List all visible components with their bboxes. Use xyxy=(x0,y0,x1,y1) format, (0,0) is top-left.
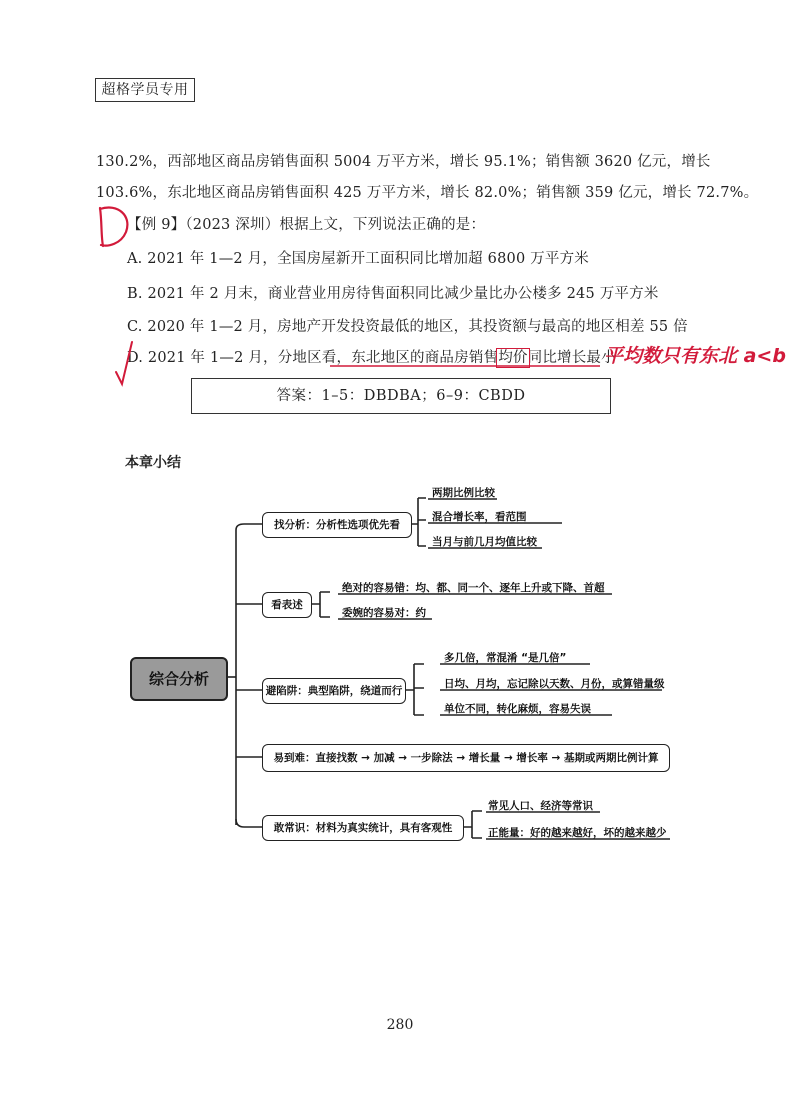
paragraph-line-1: 130.2%，西部地区商品房销售面积 5004 万平方米，增长 95.1%；销售额 3620 亿元，增长 xyxy=(96,154,711,170)
option-c: C. 2020 年 1—2 月，房地产开发投资最低的地区，其投资额与最高的地区相差 55 倍 xyxy=(127,319,688,335)
mindmap-leaf: 两期比例比较 xyxy=(432,487,495,499)
mindmap-leaf: 正能量：好的越来越好，坏的越来越少 xyxy=(488,827,667,839)
mindmap-branch-3: 避陷阱：典型陷阱，绕道而行 xyxy=(262,678,406,704)
option-d-underlined-1: 东北地区的商品房销售 xyxy=(351,350,499,366)
mindmap-root: 综合分析 xyxy=(130,657,228,701)
mindmap-leaf: 绝对的容易错：均、都、同一个、逐年上升或下降、首超 xyxy=(342,582,605,594)
paragraph-line-2: 103.6%，东北地区商品房销售面积 425 万平方米，增长 82.0%；销售额 359 亿元，增长 72.7%。 xyxy=(96,185,759,201)
page-number: 280 xyxy=(386,1017,414,1033)
question-heading: 【例 9】（2023 深圳）根据上文，下列说法正确的是： xyxy=(127,217,486,233)
mindmap-branch-5: 敢常识：材料为真实统计，具有客观性 xyxy=(262,815,464,841)
mindmap-leaf: 多几倍，常混淆 “是几倍” xyxy=(444,652,567,664)
handwritten-note: 平均数只有东北 a<b xyxy=(604,345,786,367)
option-b: B. 2021 年 2 月末，商业营业用房待售面积同比减少量比办公楼多 245 万平方米 xyxy=(127,286,659,302)
mindmap-leaf: 混合增长率，看范围 xyxy=(432,511,527,523)
mindmap-branch-4: 易到难：直接找数 → 加减 → 一步除法 → 增长量 → 增长率 → 基期或两期比例计算 xyxy=(262,744,670,772)
mindmap-leaf: 委婉的容易对：约 xyxy=(342,607,426,619)
mindmap-leaf: 当月与前几月均值比较 xyxy=(432,536,537,548)
option-d-underlined-2: 同比增长最小 xyxy=(527,350,616,366)
option-d-boxed: 均价 xyxy=(498,350,528,366)
option-d-prefix: D. 2021 年 1—2 月，分地区看， xyxy=(127,350,352,366)
mindmap-branch-1: 找分析：分析性选项优先看 xyxy=(262,512,412,538)
answer-box: 答案：1–5：DBDBA；6–9：CBDD xyxy=(191,378,611,414)
option-a: A. 2021 年 1—2 月，全国房屋新开工面积同比增加超 6800 万平方米 xyxy=(127,251,589,267)
section-title: 本章小结 xyxy=(125,455,181,471)
mindmap-leaf: 单位不同，转化麻烦，容易失误 xyxy=(444,703,591,715)
mindmap-leaf: 常见人口、经济等常识 xyxy=(488,800,593,812)
mindmap-branch-2: 看表述 xyxy=(262,592,312,618)
header-tag: 超格学员专用 xyxy=(95,78,195,102)
mindmap-leaf: 日均、月均，忘记除以天数、月份，或算错量级 xyxy=(444,678,665,690)
